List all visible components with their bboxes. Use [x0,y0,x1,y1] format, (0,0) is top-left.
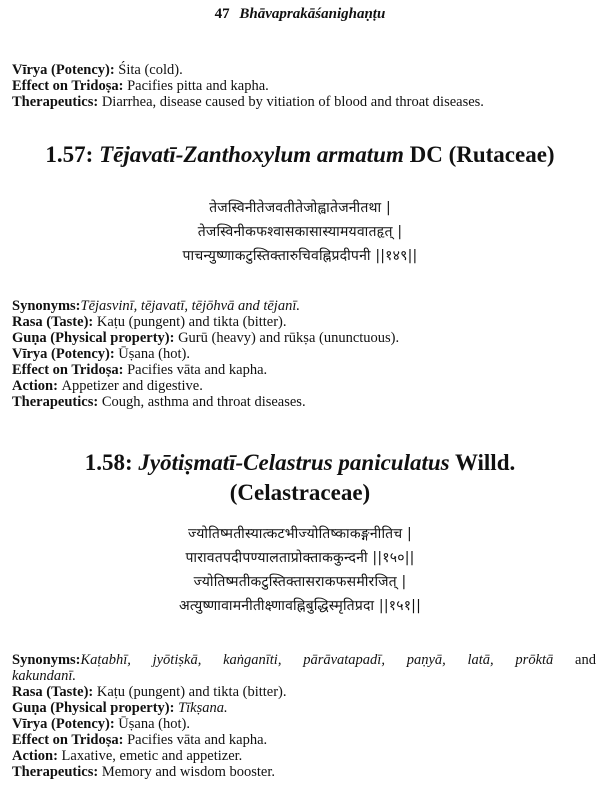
entry-value: Ūṣana (hot). [118,346,190,362]
verse-line: ज्योतिष्मतीकटुस्तिक्तासराकफसमीरजित् | [193,574,407,590]
entry-virya [12,62,596,78]
entry-value: Laxative, emetic and appetizer. [61,748,243,764]
heading-number: 1.57: [45,142,100,167]
synonyms-first [12,652,131,668]
entry-label: Rasa (Taste): [12,684,97,700]
entry-value: Gurū (heavy) and rūkṣa (ununctuous). [178,330,400,346]
verse-line: पाचन्युष्णाकटुस्तिक्तारुचिवह्निप्रदीपनी ||१४९|| [182,248,418,264]
entry-value: Kaṭu (pungent) and tikta (bitter). [96,314,287,330]
synonym-word: Kaṭabhī, [80,652,131,668]
entry-tridosa [12,78,596,94]
entry-value: Appetizer and digestive. [61,378,203,394]
entry-tridosa [12,362,596,378]
entry-synonyms [12,652,596,668]
heading-name: Tējavatī-Zanthoxylum armatum [99,142,404,167]
entry-synonyms-cont [12,668,596,684]
entry-label: Vīrya (Potency): [12,62,119,78]
heading-number: 1.58: [84,450,139,475]
book-title: Bhāvaprakāśanighaṇṭu [239,6,386,22]
entry-label: Synonyms: [12,298,81,314]
section-157-entries [12,298,596,410]
synonym-word: pārāvatapadī, [303,652,385,668]
synonym-word: paṇyā, [406,652,446,668]
entry-action [12,748,596,764]
entry-guna [12,700,596,716]
synonym-word: kakundanī. [12,668,77,684]
entry-value: Memory and wisdom booster. [101,764,275,780]
entry-label: Action: [12,378,62,394]
entry-label: Synonyms: [12,652,81,668]
entry-value: Tīkṣana. [178,700,228,716]
entry-label: Therapeutics: [12,764,102,780]
entry-rasa [12,684,596,700]
entry-label: Effect on Tridoṣa: [12,732,128,748]
entry-virya [12,716,596,732]
entry-guna [12,330,596,346]
entry-label: Effect on Tridoṣa: [12,78,128,94]
entry-label: Vīrya (Potency): [12,716,119,732]
section-158-entries [12,652,596,780]
entry-action [12,378,596,394]
entry-value: Pacifies vāta and kapha. [127,362,268,378]
entry-label: Guṇa (Physical property): [12,330,179,346]
entry-value: Pacifies pitta and kapha. [127,78,269,94]
running-header [0,6,600,23]
verse-line: पारावतपदीपण्यालताप्रोक्ताककुन्दनी ||१५०|| [185,550,415,566]
entry-label: Rasa (Taste): [12,314,97,330]
entry-label: Guṇa (Physical property): [12,700,179,716]
heading-family: (Celastraceae) [229,480,371,505]
entry-label: Effect on Tridoṣa: [12,362,128,378]
section-158-heading [0,448,600,508]
verse-line: ज्योतिष्मतीस्यात्कटभीज्योतिष्काकङ्गनीतिच | [188,526,412,542]
heading-name: Jyōtiṣmatī-Celastrus paniculatus [138,450,450,475]
entry-value: Śita (cold). [118,62,183,78]
heading-tail: DC (Rutaceae) [403,142,555,167]
entry-value: Cough, asthma and throat diseases. [101,394,306,410]
verse-line: अत्युष्णावामनीतीक्ष्णावह्निबुद्धिस्मृतिप्रदा ||१५१|| [178,598,422,614]
entry-value: Pacifies vāta and kapha. [127,732,268,748]
synonym-word: prōktā [515,652,554,668]
entry-therapeutics [12,764,596,780]
entry-therapeutics [12,394,596,410]
verse-line: तेजस्विनीतेजवतीतेजोह्वातेजनीतथा | [209,200,391,216]
synonym-word: kaṅganīti, [223,652,282,668]
entry-virya [12,346,596,362]
entry-label: Therapeutics: [12,394,102,410]
entry-value: Ūṣana (hot). [118,716,190,732]
entry-label: Therapeutics: [12,94,102,110]
synonym-word: latā, [467,652,494,668]
entry-label: Vīrya (Potency): [12,346,119,362]
entry-synonyms [12,298,596,314]
synonym-word: jyōtiṣkā, [152,652,202,668]
section-157-heading [0,140,600,170]
top-entries [12,62,596,110]
section-158-verse [0,522,600,618]
heading-tail: Willd. [449,450,516,475]
section-157-verse [0,196,600,268]
entry-tridosa [12,732,596,748]
synonym-word: and [575,652,596,668]
entry-label: Action: [12,748,62,764]
entry-value: Diarrhea, disease caused by vitiation of blood and throat diseases. [101,94,484,110]
entry-value: Kaṭu (pungent) and tikta (bitter). [96,684,287,700]
entry-therapeutics [12,94,596,110]
page-number: 47 [214,6,230,22]
entry-rasa [12,314,596,330]
verse-line: तेजस्विनीकफश्वासकासास्यामयवातहृत् | [197,224,403,240]
entry-value: Tējasvinī, tējavatī, tējōhvā and tējanī. [80,298,300,314]
